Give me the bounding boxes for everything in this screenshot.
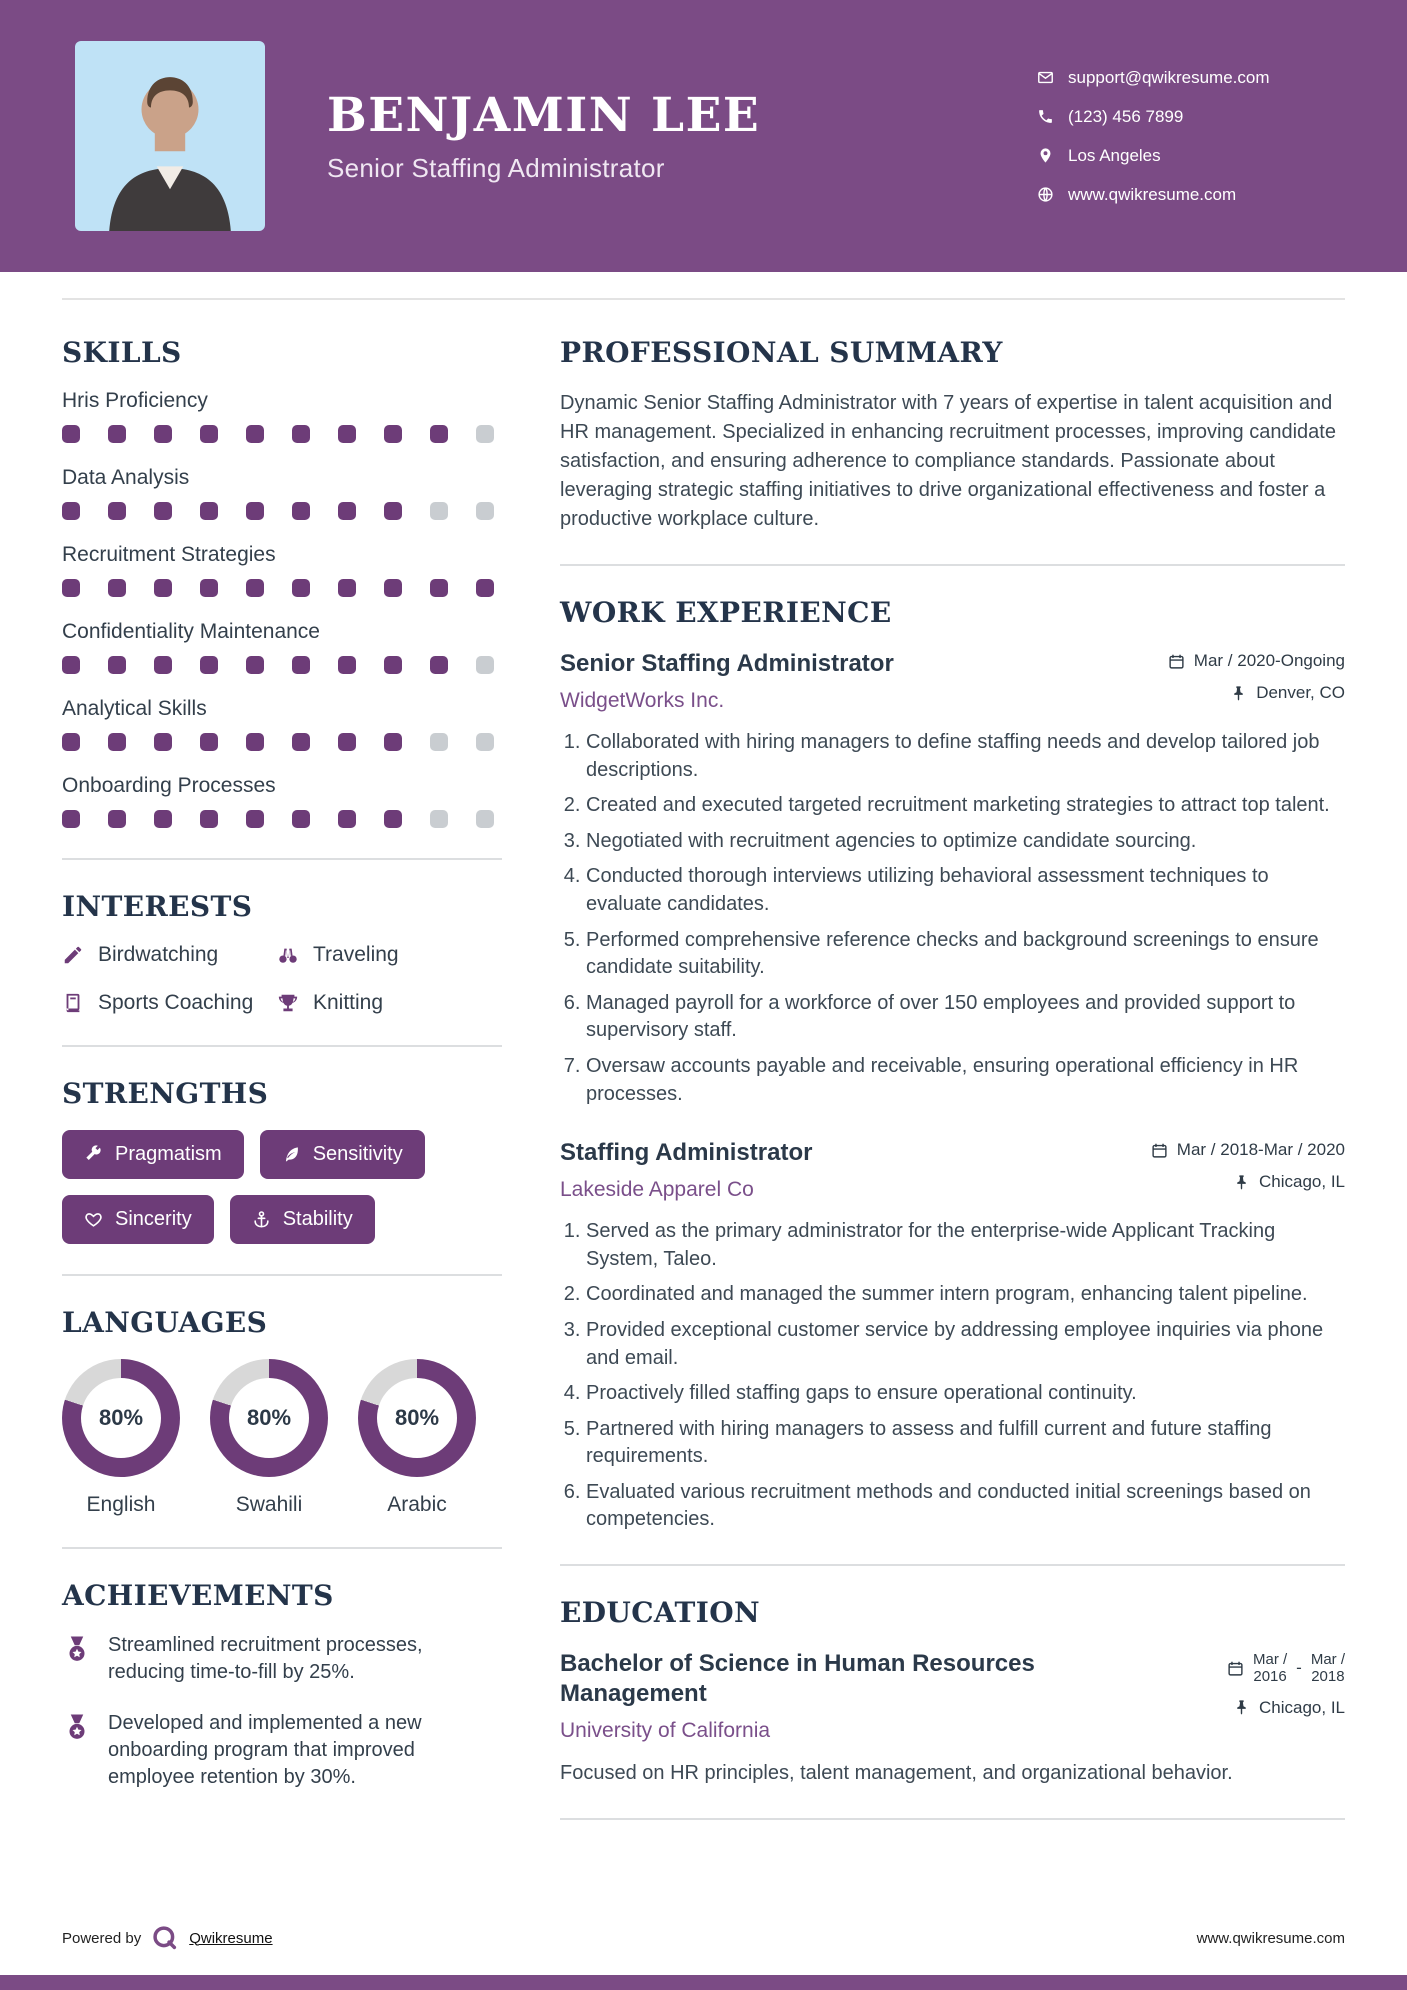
language-percent [81, 1378, 161, 1458]
strength-tag [260, 1130, 425, 1179]
strengths-section [62, 1130, 502, 1244]
interests-heading: INTERESTS [62, 890, 253, 923]
skill-item [62, 620, 502, 674]
strength-tag [62, 1195, 214, 1244]
skill-level-dots [62, 579, 502, 597]
interest-item [62, 943, 277, 967]
language-label: English [86, 1493, 156, 1516]
skill-dot [476, 502, 494, 520]
achievement-text: Streamlined recruitment processes, reducing time-to-fill by 25%. [108, 1634, 423, 1683]
location-icon [1037, 147, 1054, 164]
education-heading: EDUCATION [560, 1596, 761, 1630]
skill-item [62, 697, 502, 751]
experience-entry [560, 1138, 1345, 1534]
content [0, 300, 1407, 1850]
skills-section [62, 389, 502, 828]
qwikresume-logo-icon [151, 1924, 179, 1952]
job-location [1230, 683, 1345, 703]
header [0, 0, 1407, 272]
globe-icon [1037, 186, 1054, 203]
skill-dot [246, 425, 264, 443]
contact-location [1037, 146, 1337, 166]
wrench-icon [84, 1145, 103, 1164]
language-donut-chart [358, 1359, 476, 1477]
skill-item [62, 543, 502, 597]
strength-label: Sensitivity [312, 1143, 403, 1165]
interest-item [277, 991, 502, 1015]
skill-dot [62, 733, 80, 751]
skill-dot [246, 656, 264, 674]
skill-dot [338, 810, 356, 828]
contact-location-text: Los Angeles [1068, 145, 1161, 165]
language-percent-label: 80% [246, 1405, 292, 1430]
job-bullet: 6. Evaluated various recruitment methods and conducted initial screenings based on competencies. [586, 1479, 1345, 1534]
interest-label: Traveling [313, 943, 399, 966]
skill-dot [292, 579, 310, 597]
experience-heading: WORK EXPERIENCE [560, 596, 892, 629]
skill-dot [476, 733, 494, 751]
skill-label: Analytical Skills [62, 697, 207, 720]
job-location-text: Chicago, IL [1259, 1172, 1345, 1192]
skill-dot [338, 425, 356, 443]
book-icon [62, 992, 84, 1014]
skill-dot [62, 425, 80, 443]
job-bullet: 2. Created and executed targeted recruitment marketing strategies to attract top talent. [586, 792, 1345, 820]
skill-dot [200, 579, 218, 597]
skill-dot [108, 579, 126, 597]
footer-accent-bar [0, 1975, 1407, 1990]
language-percent-label: 80% [98, 1405, 144, 1430]
contact-phone-text: (123) 456 7899 [1068, 106, 1184, 126]
job-meta [1151, 1138, 1345, 1192]
job-title: Senior Staffing Administrator [560, 650, 894, 677]
achievements-section [62, 1632, 502, 1791]
skill-dot [200, 425, 218, 443]
section-divider [560, 1818, 1345, 1820]
skill-dot [200, 810, 218, 828]
job-bullet-list [560, 1218, 1345, 1534]
job-header [560, 1138, 1345, 1202]
contact-phone [1037, 107, 1337, 127]
medal-icon [62, 1634, 92, 1664]
skill-dot [292, 810, 310, 828]
skill-dot [108, 425, 126, 443]
contact-email [1037, 68, 1337, 88]
skill-dot [154, 810, 172, 828]
skill-dot [108, 810, 126, 828]
pencil-icon [62, 944, 84, 966]
powered-by [62, 1924, 273, 1952]
strengths-heading: STRENGTHS [62, 1077, 269, 1110]
skill-level-dots [62, 425, 502, 443]
education-date-end-year: 2018 [1311, 1668, 1345, 1686]
skill-dot [430, 425, 448, 443]
skill-dot [62, 579, 80, 597]
job-bullet: 6. Managed payroll for a workforce of over 150 employees and provided support to supervisory staff. [586, 990, 1345, 1045]
strength-tag [62, 1130, 244, 1179]
skill-dot [430, 502, 448, 520]
person-name: BENJAMIN LEE [327, 88, 761, 143]
experience-entry [560, 649, 1345, 1108]
achievement-text: Developed and implemented a new onboarding program that improved employee retention by 30%. [108, 1712, 422, 1788]
footer-website-link[interactable]: www.qwikresume.com [1196, 1929, 1345, 1947]
calendar-icon [1227, 1660, 1244, 1677]
interests-section [62, 943, 502, 1015]
language-percent [377, 1378, 457, 1458]
language-label: Swahili [235, 1493, 303, 1516]
skill-dot [430, 733, 448, 751]
identity [327, 88, 975, 184]
powered-by-text: Powered by [62, 1929, 142, 1947]
skill-dot [384, 810, 402, 828]
skill-dot [384, 502, 402, 520]
job-company: WidgetWorks Inc. [560, 689, 725, 712]
job-bullet: 1. Collaborated with hiring managers to define staffing needs and develop tailored job descriptions. [586, 729, 1345, 784]
education-location-text: Chicago, IL [1259, 1697, 1345, 1717]
skill-dot [62, 656, 80, 674]
job-bullet: 5. Performed comprehensive reference checks and background screenings to ensure candidate suitability. [586, 927, 1345, 982]
job-date [1168, 651, 1345, 671]
education-location [1233, 1698, 1345, 1718]
interest-label: Birdwatching [98, 943, 219, 966]
skill-dot [476, 656, 494, 674]
contact-list [1037, 68, 1337, 205]
job-date [1151, 1140, 1345, 1160]
left-column [62, 336, 502, 1850]
calendar-icon [1168, 653, 1185, 670]
job-location-text: Denver, CO [1256, 683, 1345, 702]
section-divider [62, 1045, 502, 1047]
education-date-end-month: Mar / [1310, 1651, 1345, 1669]
binoculars-icon [277, 944, 299, 966]
language-item [62, 1359, 180, 1517]
skill-dot [292, 425, 310, 443]
job-bullet: 7. Oversaw accounts payable and receivable, ensuring operational efficiency in HR processes. [586, 1053, 1345, 1108]
skill-label: Data Analysis [62, 466, 190, 489]
section-divider [62, 1274, 502, 1276]
education-date-end [1311, 1651, 1345, 1686]
job-bullet: 5. Partnered with hiring managers to assess and fulfill current and future staffing requirements. [586, 1416, 1345, 1471]
mail-icon [1037, 69, 1054, 86]
skill-label: Confidentiality Maintenance [62, 620, 320, 643]
skill-label: Hris Proficiency [62, 389, 208, 412]
skill-dot [384, 656, 402, 674]
education-degree: Bachelor of Science in Human Resources Management [560, 1650, 1035, 1708]
skill-level-dots [62, 733, 502, 751]
job-bullet-list [560, 729, 1345, 1108]
skill-dot [292, 733, 310, 751]
language-label: Arabic [387, 1493, 447, 1516]
skill-level-dots [62, 656, 502, 674]
job-location [1233, 1172, 1345, 1192]
language-donut-chart [210, 1359, 328, 1477]
education-date-start-month: Mar / [1252, 1651, 1288, 1669]
trophy-icon [277, 992, 299, 1014]
job-bullet: 4. Conducted thorough interviews utilizing behavioral assessment techniques to evaluate candidates. [586, 863, 1345, 918]
skill-dot [154, 425, 172, 443]
anchor-icon [252, 1210, 271, 1229]
right-column [560, 336, 1345, 1850]
skill-item [62, 389, 502, 443]
skill-dot [338, 733, 356, 751]
summary-text: Dynamic Senior Staffing Administrator with 7 years of expertise in talent acquisition and HR management. Specialized in enhancing recruitment processes, improving candidate satisfaction, and ensuring adherence to compliance standards. Passionate about leveraging strategic staffing initiatives to drive organizational effectiveness and foster a productive workplace culture. [560, 392, 1336, 530]
job-header [560, 649, 1345, 713]
job-meta [1168, 649, 1345, 703]
job-bullet: 4. Proactively filled staffing gaps to ensure operational continuity. [586, 1380, 1345, 1408]
job-date-text: Mar / 2020-Ongoing [1193, 651, 1345, 670]
skill-dot [384, 579, 402, 597]
job-bullet: 2. Coordinated and managed the summer intern program, enhancing talent pipeline. [586, 1281, 1345, 1309]
skill-dot [154, 579, 172, 597]
language-item [358, 1359, 476, 1517]
language-percent-label: 80% [394, 1405, 440, 1430]
skill-dot [292, 656, 310, 674]
skill-dot [430, 810, 448, 828]
skill-level-dots [62, 810, 502, 828]
skill-dot [292, 502, 310, 520]
skill-dot [62, 502, 80, 520]
job-company: Lakeside Apparel Co [560, 1178, 754, 1202]
section-divider [62, 858, 502, 860]
skill-dot [338, 502, 356, 520]
job-bullet: 1. Served as the primary administrator for the enterprise-wide Applicant Tracking System, Taleo. [586, 1218, 1345, 1273]
qwikresume-link[interactable]: Qwikresume [189, 1929, 273, 1947]
pin-icon [1233, 1699, 1250, 1716]
skill-dot [246, 502, 264, 520]
person-title: Senior Staffing Administrator [327, 153, 665, 183]
job-bullet: 3. Provided exceptional customer service by addressing employee inquiries via phone and email. [586, 1317, 1345, 1372]
contact-website-text: www.qwikresume.com [1068, 184, 1237, 204]
skill-dot [154, 502, 172, 520]
education-meta [1227, 1649, 1345, 1718]
skill-dot [246, 579, 264, 597]
skill-dot [476, 425, 494, 443]
education-header [560, 1649, 1345, 1743]
strength-label: Sincerity [115, 1208, 192, 1230]
leaf-icon [282, 1145, 301, 1164]
skill-dot [200, 656, 218, 674]
job-bullet: 3. Negotiated with recruitment agencies to optimize candidate sourcing. [586, 828, 1345, 856]
interest-label: Sports Coaching [98, 991, 254, 1014]
strength-label: Stability [282, 1208, 353, 1230]
skill-dot [430, 579, 448, 597]
skill-label: Onboarding Processes [62, 774, 276, 797]
summary-heading: PROFESSIONAL SUMMARY [560, 336, 1003, 369]
job-title: Staffing Administrator [560, 1139, 813, 1167]
skill-dot [338, 656, 356, 674]
achievement-item [62, 1710, 502, 1791]
contact-email-text: support@qwikresume.com [1068, 67, 1270, 87]
skill-dot [200, 733, 218, 751]
skill-dot [476, 579, 494, 597]
language-item [210, 1359, 328, 1517]
skill-dot [200, 502, 218, 520]
skill-dot [246, 733, 264, 751]
footer [62, 1924, 1345, 1952]
achievement-item [62, 1632, 502, 1686]
education-school: University of California [560, 1719, 771, 1743]
job-title-block [560, 1138, 812, 1202]
education-date-separator: - [1296, 1658, 1302, 1678]
skill-dot [154, 733, 172, 751]
education-date [1227, 1651, 1345, 1686]
education-description: Focused on HR principles, talent management, and organizational behavior. [560, 1762, 1233, 1785]
contact-website [1037, 185, 1337, 205]
job-date-text: Mar / 2018-Mar / 2020 [1176, 1140, 1345, 1160]
education-entry [560, 1649, 1345, 1788]
skill-dot [430, 656, 448, 674]
skill-label: Recruitment Strategies [62, 543, 276, 566]
languages-section [62, 1359, 502, 1517]
interest-item [62, 991, 277, 1015]
strength-label: Pragmatism [115, 1143, 222, 1165]
skill-dot [108, 502, 126, 520]
phone-icon [1037, 108, 1054, 125]
skill-dot [108, 733, 126, 751]
job-title-block [560, 649, 894, 713]
skill-dot [384, 425, 402, 443]
skill-dot [338, 579, 356, 597]
strength-tag [230, 1195, 375, 1244]
skill-item [62, 774, 502, 828]
interest-label: Knitting [313, 991, 384, 1014]
education-title-block [560, 1649, 1120, 1743]
skill-dot [246, 810, 264, 828]
skill-dot [476, 810, 494, 828]
section-divider [560, 564, 1345, 566]
pin-icon [1233, 1174, 1250, 1191]
skill-item [62, 466, 502, 520]
section-divider [560, 1564, 1345, 1566]
languages-heading: LANGUAGES [62, 1306, 268, 1339]
profile-photo [75, 41, 265, 231]
achievements-heading: ACHIEVEMENTS [62, 1579, 334, 1612]
language-donut-chart [62, 1359, 180, 1477]
heart-icon [84, 1210, 103, 1229]
calendar-icon [1151, 1142, 1168, 1159]
skill-level-dots [62, 502, 502, 520]
pin-icon [1230, 685, 1247, 702]
education-date-start [1253, 1651, 1287, 1686]
skill-dot [154, 656, 172, 674]
education-date-start-year: 2016 [1253, 1668, 1287, 1686]
section-divider [62, 1547, 502, 1549]
interest-item [277, 943, 502, 967]
skill-dot [108, 656, 126, 674]
skill-dot [62, 810, 80, 828]
skill-dot [384, 733, 402, 751]
medal-icon [62, 1712, 92, 1742]
skills-heading: SKILLS [62, 336, 182, 369]
language-percent [229, 1378, 309, 1458]
